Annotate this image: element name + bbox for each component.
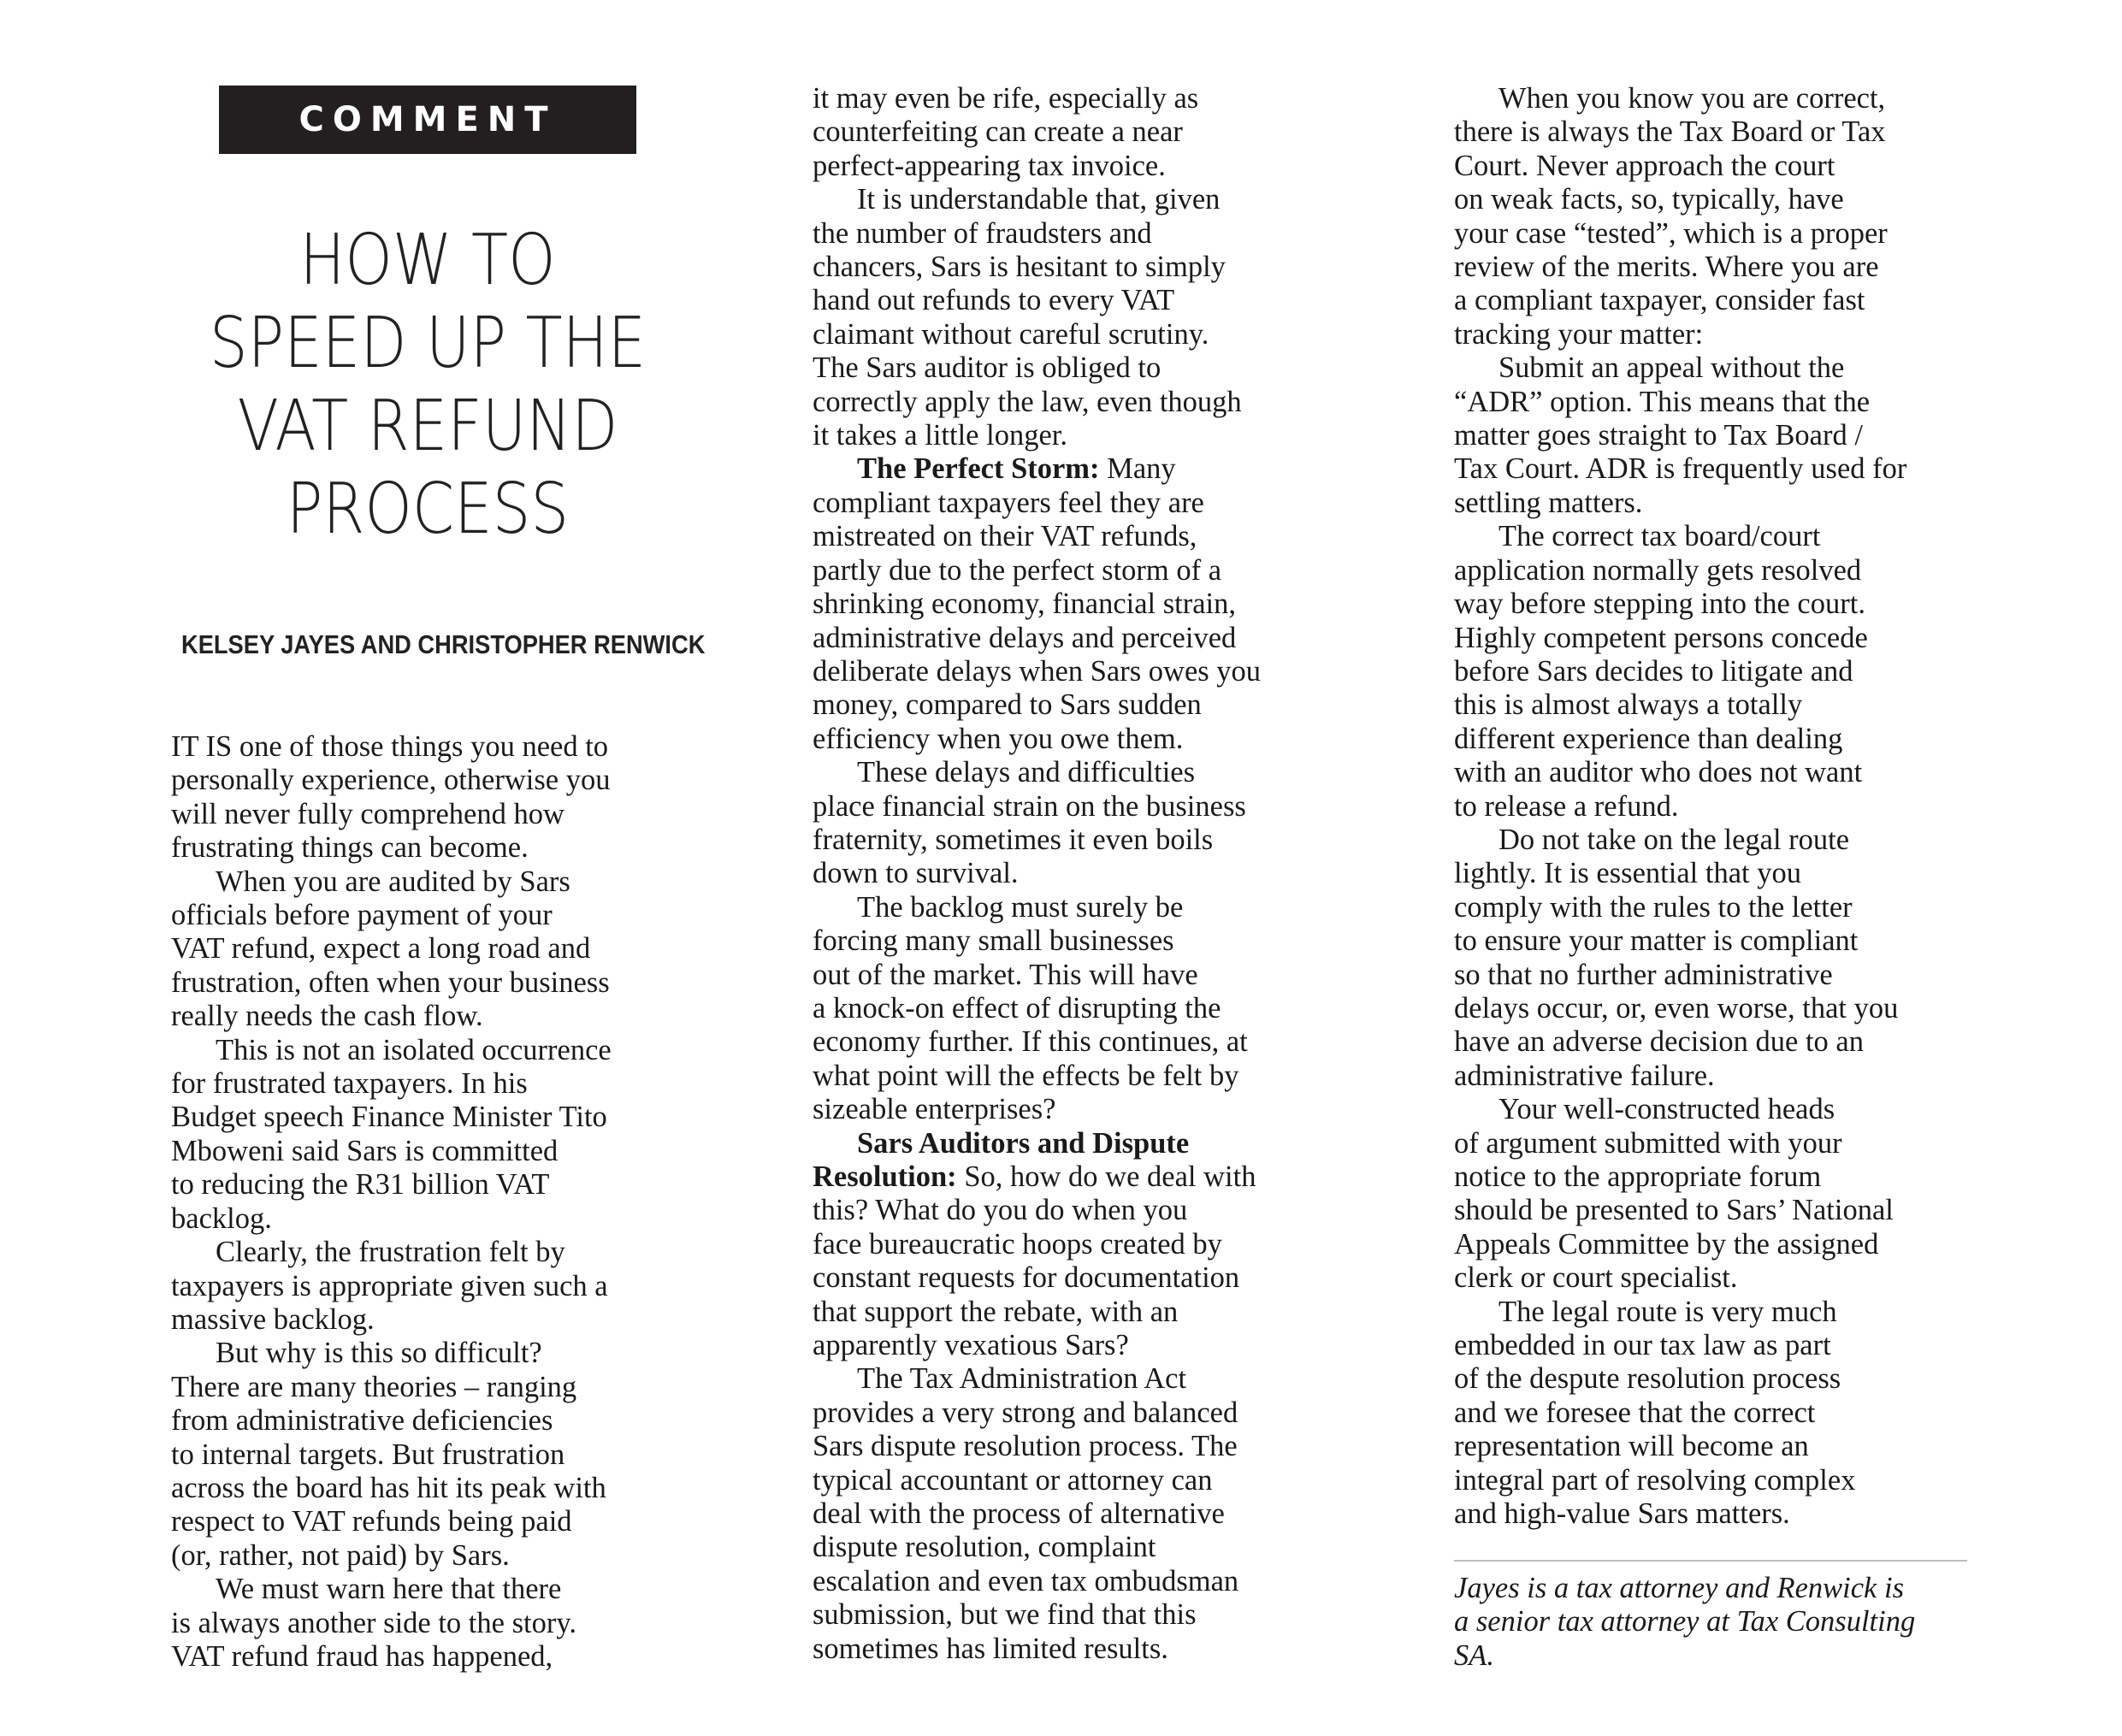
- text-line: escalation and even tax ombudsman: [813, 1564, 1239, 1597]
- text-line: to release a refund.: [1454, 789, 1679, 823]
- text-fragment: So, how do we deal with: [964, 1160, 1256, 1193]
- text-line: counterfeiting can create a near: [813, 115, 1183, 149]
- text-line: Appeals Committee by the assigned: [1454, 1227, 1879, 1261]
- text-line: for frustrated taxpayers. In his: [171, 1067, 528, 1101]
- text-line: it may even be rife, especially as: [813, 82, 1199, 115]
- byline: KELSEY JAYES AND CHRISTOPHER RENWICK: [181, 629, 706, 659]
- text-line: settling matters.: [1454, 486, 1643, 519]
- text-line: forcing many small businesses: [813, 924, 1174, 958]
- text-line: There are many theories – ranging: [171, 1370, 577, 1403]
- text-line: embedded in our tax law as part: [1454, 1329, 1831, 1362]
- text-line: dispute resolution, complaint: [813, 1531, 1156, 1564]
- text-line: and we foresee that the correct: [1454, 1396, 1816, 1429]
- text-line: hand out refunds to every VAT: [813, 284, 1175, 317]
- text-line: matter goes straight to Tax Board /: [1454, 419, 1863, 452]
- text-line: perfect-appearing tax invoice.: [813, 149, 1166, 182]
- text-line: The backlog must surely be: [857, 890, 1184, 924]
- text-line: “ADR” option. This means that the: [1454, 385, 1871, 418]
- text-line: mistreated on their VAT refunds,: [813, 520, 1197, 553]
- text-line: with an auditor who does not want: [1454, 756, 1863, 789]
- text-line: Your well-constructed heads: [1498, 1093, 1835, 1126]
- text-line: partly due to the perfect storm of a: [813, 553, 1222, 587]
- article-body-column-1: [171, 730, 684, 1674]
- author-note-line: a senior tax attorney at Tax Consulting: [1454, 1605, 1916, 1639]
- text-line: These delays and difficulties: [857, 756, 1196, 789]
- text-line: It is understandable that, given: [857, 183, 1221, 216]
- text-line: VAT refund, expect a long road and: [171, 932, 591, 965]
- text-line: a compliant taxpayer, consider fast: [1454, 284, 1865, 317]
- text-line: (or, rather, not paid) by Sars.: [171, 1538, 510, 1572]
- headline-line: PROCESS: [286, 469, 570, 550]
- text-line: to internal targets. But frustration: [171, 1438, 565, 1471]
- text-line: The Sars auditor is obliged to: [813, 351, 1161, 385]
- divider-rule: [1454, 1560, 1967, 1562]
- headline: [207, 219, 648, 551]
- text-line: provides a very strong and balanced: [813, 1396, 1238, 1429]
- text-line: IT IS one of those things you need to: [171, 730, 609, 763]
- text-line: claimant without careful scrutiny.: [813, 317, 1209, 351]
- text-line: Tax Court. ADR is frequently used for: [1454, 452, 1907, 486]
- text-line: lightly. It is essential that you: [1454, 857, 1801, 890]
- text-line: sizeable enterprises?: [813, 1093, 1056, 1126]
- section-label: COMMENT: [219, 86, 636, 154]
- text-line: Highly competent persons concede: [1454, 621, 1868, 654]
- text-line: The correct tax board/court: [1498, 520, 1821, 553]
- text-line: administrative failure.: [1454, 1059, 1715, 1092]
- text-line: frustrating things can become.: [171, 831, 529, 865]
- text-line: typical accountant or attorney can: [813, 1463, 1213, 1497]
- text-line: place financial strain on the business: [813, 789, 1246, 823]
- text-line: will never fully comprehend how: [171, 797, 564, 830]
- text-line: constant requests for documentation: [813, 1261, 1240, 1295]
- text-line: so that no further administrative: [1454, 958, 1833, 991]
- text-line: and high-value Sars matters.: [1454, 1497, 1790, 1531]
- text-line: Sars dispute resolution process. The: [813, 1430, 1238, 1463]
- text-line: But why is this so difficult?: [216, 1337, 542, 1370]
- text-line: out of the market. This will have: [813, 958, 1198, 991]
- text-line: face bureaucratic hoops created by: [813, 1227, 1222, 1261]
- text-line: across the board has hit its peak with: [171, 1471, 606, 1504]
- text-line: compliant taxpayers feel they are: [813, 486, 1204, 519]
- text-fragment: Many: [1107, 452, 1176, 486]
- text-line: deal with the process of alternative: [813, 1497, 1225, 1531]
- text-line: officials before payment of your: [171, 899, 553, 932]
- text-line: tracking your matter:: [1454, 317, 1704, 351]
- text-line: chancers, Sars is hesitant to simply: [813, 251, 1226, 284]
- article-body-column-2: [813, 82, 1326, 1666]
- text-line: what point will the effects be felt by: [813, 1059, 1239, 1092]
- text-line: Court. Never approach the court: [1454, 149, 1835, 182]
- text-line: The legal route is very much: [1498, 1295, 1837, 1328]
- text-line: correctly apply the law, even though: [813, 385, 1242, 418]
- text-line: [813, 452, 1326, 486]
- text-line: notice to the appropriate forum: [1454, 1160, 1822, 1193]
- text-line: fraternity, sometimes it even boils: [813, 823, 1214, 856]
- text-line: This is not an isolated occurrence: [216, 1033, 612, 1066]
- text-line: apparently vexatious Sars?: [813, 1329, 1129, 1362]
- text-line: from administrative deficiencies: [171, 1404, 553, 1438]
- text-line: before Sars decides to litigate and: [1454, 654, 1853, 688]
- text-line: respect to VAT refunds being paid: [171, 1505, 572, 1538]
- text-line: it takes a little longer.: [813, 419, 1067, 452]
- text-line: VAT refund fraud has happened,: [171, 1639, 553, 1673]
- text-line: different experience than dealing: [1454, 722, 1843, 755]
- text-line: your case “tested”, which is a proper: [1454, 216, 1888, 250]
- headline-line: VAT REFUND: [237, 386, 618, 467]
- text-line: shrinking economy, financial strain,: [813, 588, 1237, 621]
- text-line: the number of fraudsters and: [813, 216, 1152, 250]
- text-line: Submit an appeal without the: [1498, 351, 1845, 385]
- text-line: integral part of resolving complex: [1454, 1463, 1856, 1497]
- text-line: administrative delays and perceived: [813, 621, 1237, 654]
- author-note-line: SA.: [1454, 1639, 1494, 1672]
- text-line: frustration, often when your business: [171, 965, 610, 999]
- text-line: [813, 1160, 1326, 1194]
- text-line: of argument submitted with your: [1454, 1126, 1842, 1160]
- text-line: that support the rebate, with an: [813, 1295, 1179, 1328]
- text-line: submission, but we find that this: [813, 1598, 1197, 1632]
- text-line: down to survival.: [813, 857, 1019, 890]
- text-line: have an adverse decision due to an: [1454, 1025, 1864, 1059]
- text-line: to ensure your matter is compliant: [1454, 924, 1859, 958]
- text-line: comply with the rules to the letter: [1454, 890, 1853, 924]
- article-body-column-3: [1454, 82, 1967, 1531]
- text-line: Clearly, the frustration felt by: [216, 1236, 565, 1269]
- headline-line: HOW TO: [299, 220, 556, 301]
- author-note: [1454, 1572, 1967, 1673]
- text-line: to reducing the R31 billion VAT: [171, 1168, 550, 1202]
- text-line: economy further. If this continues, at: [813, 1025, 1248, 1059]
- text-line: When you know you are correct,: [1498, 82, 1886, 115]
- text-line: application normally gets resolved: [1454, 553, 1862, 587]
- subhead-perfect-storm: The Perfect Storm:: [857, 452, 1100, 486]
- text-line: on weak facts, so, typically, have: [1454, 183, 1844, 216]
- text-line: really needs the cash flow.: [171, 1000, 483, 1033]
- text-line: is always another side to the story.: [171, 1606, 576, 1639]
- text-line: there is always the Tax Board or Tax: [1454, 115, 1886, 149]
- text-line: way before stepping into the court.: [1454, 588, 1865, 621]
- text-line: efficiency when you owe them.: [813, 722, 1184, 755]
- subhead-resolution: Resolution:: [813, 1160, 957, 1193]
- text-line: clerk or court specialist.: [1454, 1261, 1738, 1295]
- text-line: massive backlog.: [171, 1302, 375, 1336]
- text-line: deliberate delays when Sars owes you: [813, 654, 1262, 688]
- text-line: We must warn here that there: [216, 1573, 562, 1606]
- headline-line: SPEED UP THE: [209, 303, 647, 384]
- text-line: money, compared to Sars sudden: [813, 688, 1202, 722]
- text-line: representation will become an: [1454, 1430, 1809, 1463]
- text-line: of the despute resolution process: [1454, 1362, 1841, 1396]
- text-line: Do not take on the legal route: [1498, 823, 1850, 856]
- author-note-line: Jayes is a tax attorney and Renwick is: [1454, 1572, 1904, 1604]
- text-line: review of the merits. Where you are: [1454, 251, 1879, 284]
- text-line: Mboweni said Sars is committed: [171, 1134, 559, 1167]
- text-line: this is almost always a totally: [1454, 688, 1803, 722]
- text-line: a knock-on effect of disrupting the: [813, 991, 1221, 1024]
- text-line: this? What do you do when you: [813, 1194, 1188, 1227]
- text-line: taxpayers is appropriate given such a: [171, 1269, 608, 1302]
- text-line: When you are audited by Sars: [216, 865, 570, 898]
- text-line: personally experience, otherwise you: [171, 764, 611, 797]
- text-line: sometimes has limited results.: [813, 1632, 1168, 1665]
- text-line: The Tax Administration Act: [857, 1362, 1187, 1396]
- subhead-sars-auditors: Sars Auditors and Dispute: [857, 1126, 1190, 1160]
- text-line: delays occur, or, even worse, that you: [1454, 991, 1899, 1024]
- text-line: backlog.: [171, 1202, 272, 1235]
- text-line: Budget speech Finance Minister Tito: [171, 1101, 607, 1134]
- text-line: should be presented to Sars’ National: [1454, 1194, 1894, 1227]
